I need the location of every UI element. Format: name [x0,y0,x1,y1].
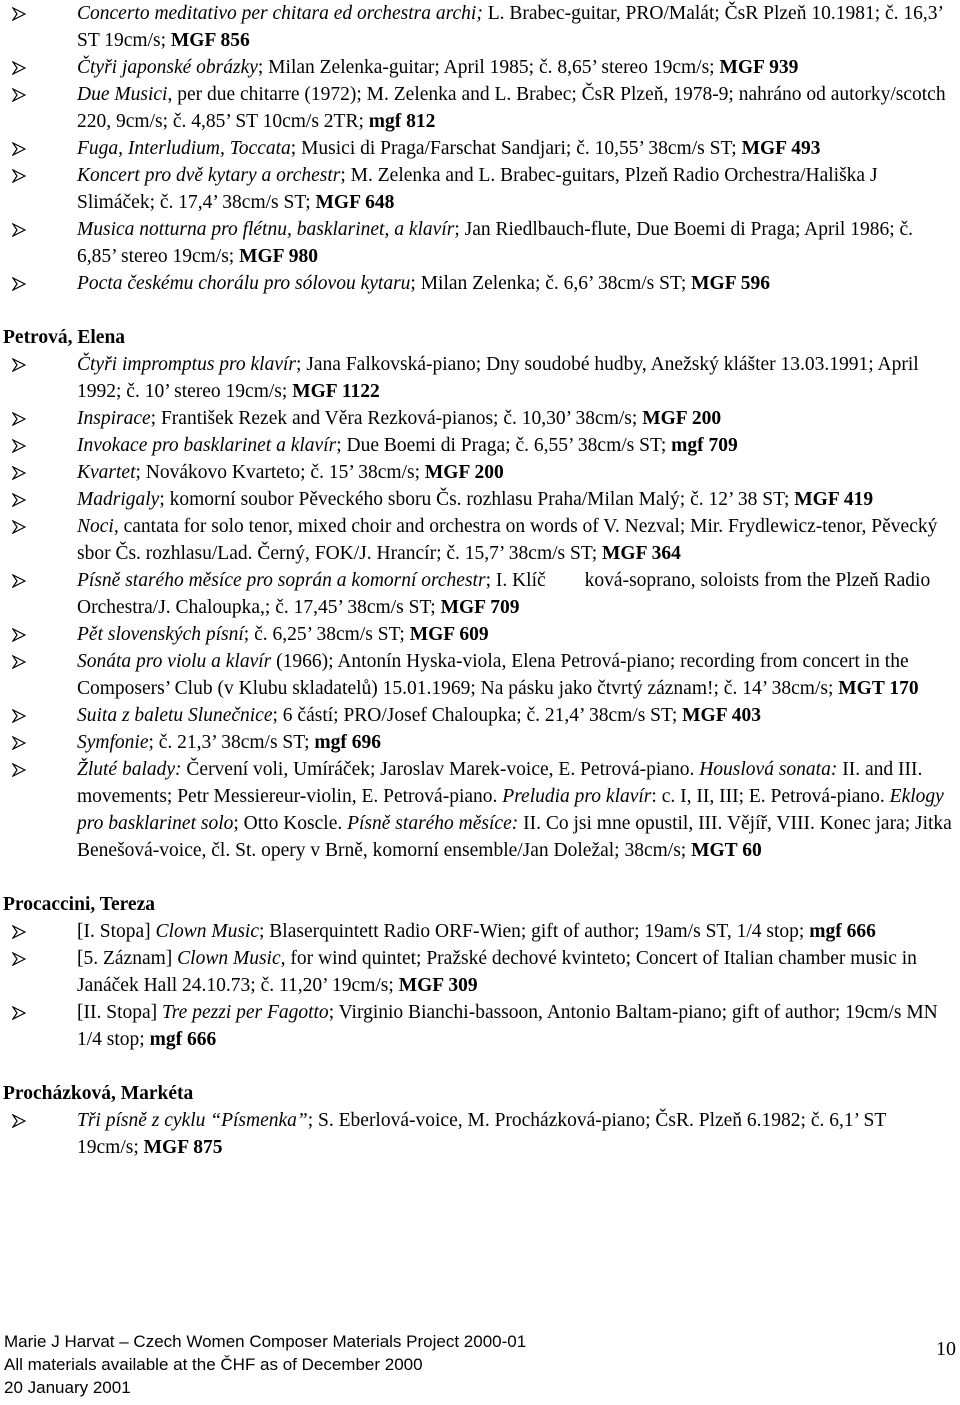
recording-list [0,351,960,864]
entry-text: ; František Rezek and Věra Rezková-pianos; č. 10,30’ 38cm/s; [150,408,643,429]
recording-entry [0,351,960,405]
catalog-number: MGF 364 [602,543,681,564]
arrow-bullet-icon [12,0,32,27]
entry-text: ; M. Zelenka and L. Brabec-guitars, Plzeň Radio Orchestra/Hališka J Slimáček; č. 17,4’ 38cm/s ST; [77,165,878,213]
recording-entry [0,918,960,945]
recording-entry [0,432,960,459]
arrow-bullet-icon [12,216,32,243]
entry-text: (1966); Antonín Hyska-viola, Elena Petrová-piano; recording from concert in the Composers’ Club (v Klubu skladatelů) 15.01.1969; Na pásku jako čtvrtý záznam!; č. 14’ 38cm/s; [77,651,909,699]
catalog-number: MGF 419 [794,489,874,510]
entry-text: : c. I, II, III; E. Petrová-piano. [651,786,890,807]
work-title: Inspirace [77,408,151,429]
composer-heading: Procházková, Markéta [3,1083,194,1104]
entry-text: L. Brabec-guitar, PRO/Malát; ČsR Plzeň 10.1981; č. 16,3’ ST 19cm/s; [77,3,943,51]
arrow-bullet-icon [12,135,32,162]
catalog-number: MGF 980 [239,246,318,267]
catalog-number: MGF 200 [424,462,504,483]
catalog-number: MGF 309 [398,975,478,996]
work-title: Due Musici [77,84,168,105]
recording-entry [0,567,960,621]
arrow-bullet-icon [12,81,32,108]
arrow-bullet-icon [12,945,32,972]
page-footer [4,1330,956,1399]
entry-text: [II. Stopa] [77,1002,163,1023]
arrow-bullet-icon [12,351,32,378]
entry-text: ; Milan Zelenka-guitar; April 1985; č. 8,65’ stereo 19cm/s; [257,57,720,78]
catalog-number: mgf 812 [368,111,436,132]
catalog-number: mgf 666 [149,1029,217,1050]
arrow-bullet-icon [12,1107,32,1134]
recording-entry [0,648,960,702]
work-title: Koncert pro dvě kytary a orchestr [77,165,341,186]
entry-text: ; Novákovo Kvarteto; č. 15’ 38cm/s; [135,462,425,483]
entry-text: ; S. Eberlová-voice, M. Procházková-piano; ČsR. Plzeň 6.1982; č. 6,1’ ST 19cm/s; [77,1110,886,1158]
work-title: Suita z baletu Slunečnice [77,705,273,726]
catalog-number: MGF 875 [143,1137,223,1158]
recording-entry [0,54,960,81]
entry-text: ; č. 21,3’ 38cm/s ST; [148,732,315,753]
recording-entry [0,0,960,54]
work-title: Čtyři impromptus pro klavír [77,354,297,375]
entry-text: Červení voli, Umíráček; Jaroslav Marek-voice, E. Petrová-piano. [181,759,700,780]
work-title: Písně starého měsíce pro soprán a komorní orchestr [77,570,486,591]
arrow-bullet-icon [12,486,32,513]
arrow-bullet-icon [12,648,32,675]
footer-project-line: Marie J Harvat – Czech Women Composer Materials Project 2000-01 [4,1332,527,1351]
recording-entry [0,270,960,297]
work-title: Pět slovenských písní [77,624,244,645]
arrow-bullet-icon [12,432,32,459]
footer-availability-line: All materials available at the ČHF as of December 2000 [4,1355,423,1374]
work-title: Invokace pro basklarinet a klavír [77,435,337,456]
work-title: Houslová sonata: [699,759,838,780]
work-title: Sonáta pro violu a klavír [77,651,272,672]
recording-entry [0,405,960,432]
recording-list [0,918,960,1053]
recording-list [0,1107,960,1161]
arrow-bullet-icon [12,567,32,594]
arrow-bullet-icon [12,405,32,432]
catalog-number: mgf 709 [671,435,738,456]
recording-entry [0,513,960,567]
entry-text: [I. Stopa] [77,921,156,942]
recording-entry [0,162,960,216]
catalog-number: MGF 709 [440,597,520,618]
page-number: 10 [936,1338,956,1360]
entry-text: ; Milan Zelenka; č. 6,6’ 38cm/s ST; [410,273,692,294]
work-title: Preludia pro klavír [502,786,652,807]
catalog-number: mgf 666 [809,921,876,942]
arrow-bullet-icon [12,918,32,945]
recording-entry [0,486,960,513]
entry-text: ; Jan Riedlbauch-flute, Due Boemi di Praga; April 1986; č. 6,85’ stereo 19cm/s; [77,219,914,267]
entry-text: ; I. Klíč ková-soprano, soloists from the Plzeň Radio Orchestra/J. Chaloupka,; č. 17,45’ 38cm/s ST; [77,570,931,618]
entry-text: ; Due Boemi di Praga; č. 6,55’ 38cm/s ST; [336,435,672,456]
recording-entry [0,945,960,999]
work-title: Čtyři japonské obrázky [77,57,258,78]
catalog-number: MGT 60 [691,840,762,861]
catalog-number: MGF 939 [719,57,799,78]
recording-entry [0,216,960,270]
recording-entry [0,81,960,135]
work-title: Noci, [77,516,119,537]
recording-entry [0,621,960,648]
work-title: Písně starého měsíce: [347,813,519,834]
catalog-number: mgf 696 [314,732,382,753]
recording-entry [0,459,960,486]
recording-entry [0,702,960,729]
footer-date-line: 20 January 2001 [4,1378,131,1397]
composer-heading: Procaccini, Tereza [3,894,155,915]
arrow-bullet-icon [12,270,32,297]
arrow-bullet-icon [12,702,32,729]
arrow-bullet-icon [12,621,32,648]
work-title: Clown Music [155,921,259,942]
arrow-bullet-icon [12,459,32,486]
recording-entry [0,729,960,756]
catalog-number: MGF 648 [315,192,395,213]
work-title: Clown Music, [177,948,286,969]
catalog-number: MGF 493 [741,138,821,159]
recording-entry [0,999,960,1053]
entry-text: ; č. 6,25’ 38cm/s ST; [243,624,410,645]
catalog-number: MGF 200 [642,408,722,429]
work-title: Kvartet [77,462,136,483]
work-title: Tre pezzi per Fagotto [162,1002,329,1023]
arrow-bullet-icon [12,756,32,783]
entry-text: ; Jana Falkovská-piano; Dny soudobé hudby, Anežský klášter 13.03.1991; April 1992; č. 10’ stereo 19cm/s; [77,354,919,402]
composer-heading: Petrová, Elena [3,327,126,348]
entry-text: [5. Záznam] [77,948,178,969]
catalog-number: MGF 1122 [292,381,380,402]
entry-text: II. Co jsi mne opustil, III. Vějíř, VIII. Konec jara; Jitka Benešová-voice, čl. St. opery v Brně, komorní ensemble/Jan Doležal; 38cm/s; [77,813,952,861]
work-title: Eklogy pro basklarinet solo [77,786,944,834]
work-title: Pocta českému chorálu pro sólovou kytaru [77,273,411,294]
recording-list [0,0,960,297]
work-title: Symfonie [77,732,149,753]
recording-entry [0,1107,960,1161]
entry-text: ; Musici di Praga/Farschat Sandjari; č. 10,55’ 38cm/s ST; [290,138,742,159]
entry-text: ; Blaserquintett Radio ORF-Wien; gift of author; 19am/s ST, 1/4 stop; [259,921,810,942]
work-title: Concerto meditativo per chitara ed orchestra archi; [77,3,483,24]
recording-entry [0,756,960,864]
work-title: Madrigaly [77,489,160,510]
work-title: Žluté balady: [77,759,182,780]
catalog-number: MGT 170 [838,678,919,699]
entry-text: cantata for solo tenor, mixed choir and orchestra on words of V. Nezval; Mir. Frydlewicz-tenor, Pěvecký sbor Čs. rozhlasu/Lad. Černý, FOK/J. Hrancír; č. 15,7’ 38cm/s ST; [77,516,938,564]
catalog-number: MGF 403 [682,705,762,726]
entry-text: ; Virginio Bianchi-bassoon, Antonio Baltam-piano; gift of author; 19cm/s MN 1/4 stop; [77,1002,938,1050]
entry-text: for wind quintet; Pražské dechové kvinteto; Concert of Italian chamber music in Janáček Hall 24.10.73; č. 11,20’ 19cm/s; [77,948,917,996]
arrow-bullet-icon [12,729,32,756]
entry-text: ; 6 částí; PRO/Josef Chaloupka; č. 21,4’ 38cm/s ST; [272,705,683,726]
arrow-bullet-icon [12,54,32,81]
catalog-number: MGF 596 [691,273,771,294]
entry-text: II. and III. movements; Petr Messiereur-violin, E. Petrová-piano. [77,759,923,807]
work-title: Musica notturna pro flétnu, basklarinet, a klavír [77,219,455,240]
arrow-bullet-icon [12,513,32,540]
entry-text: , per due chitarre (1972); M. Zelenka and L. Brabec; ČsR Plzeň, 1978-9; nahráno od autorky/scotch 220, 9cm/s; č. 4,85’ ST 10cm/s 2TR; [77,84,946,132]
entry-text: ; Otto Koscle. [233,813,348,834]
catalog-number: MGF 856 [170,30,250,51]
work-title: Fuga, Interludium, Toccata [77,138,291,159]
recording-entry [0,135,960,162]
work-title: Tři písně z cyklu “Písmenka” [77,1110,308,1131]
arrow-bullet-icon [12,999,32,1026]
entry-text: ; komorní soubor Pěveckého sboru Čs. rozhlasu Praha/Milan Malý; č. 12’ 38 ST; [159,489,795,510]
catalog-number: MGF 609 [409,624,489,645]
arrow-bullet-icon [12,162,32,189]
